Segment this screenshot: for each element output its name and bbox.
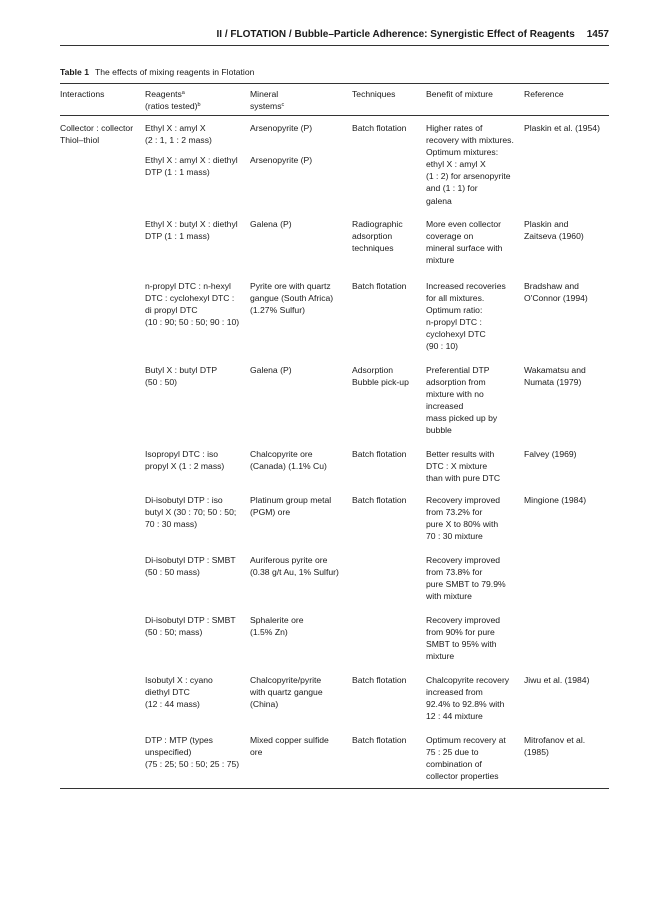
cell-line: (PGM) ore xyxy=(250,507,291,518)
cell-line: Chalcopyrite/pyrite xyxy=(250,675,322,685)
interaction-group-line: Collector : collector xyxy=(60,123,134,133)
cell-line: Recovery improved xyxy=(426,555,501,565)
cell-line: Bradshaw and xyxy=(524,281,579,291)
cell-line: (10 : 90; 50 : 50; 90 : 10) xyxy=(145,317,240,328)
cell-line: Batch flotation xyxy=(352,449,407,459)
cell-line: (50 : 50; mass) xyxy=(145,627,203,638)
cell-line: Galena (P) xyxy=(250,219,292,229)
cell-benefit xyxy=(426,122,514,207)
cell-line: Auriferous pyrite ore xyxy=(250,555,328,565)
header-rule xyxy=(60,45,609,46)
cell-line: mixture xyxy=(426,651,455,662)
cell-line: Ethyl X : amyl X xyxy=(145,123,206,133)
cell-line: 70 : 30 mixture xyxy=(426,531,483,542)
cell-line: Isobutyl X : cyano xyxy=(145,675,213,685)
cell-line: adsorption from xyxy=(426,377,486,388)
table-label: Table 1 xyxy=(60,67,89,77)
cell-line: bubble xyxy=(426,425,452,436)
cell-benefit xyxy=(426,218,502,266)
cell-line: mixture xyxy=(426,255,455,266)
cell-line: gangue (South Africa) xyxy=(250,293,334,304)
cell-techniques xyxy=(352,364,409,388)
cell-line: pure SMBT to 79.9% xyxy=(426,579,506,590)
cell-line: Batch flotation xyxy=(352,495,407,505)
cell-line: for all mixtures. xyxy=(426,293,485,304)
cell-line: Chalcopyrite ore xyxy=(250,449,313,459)
cell-line: Plaskin et al. (1954) xyxy=(524,123,600,133)
cell-reagents xyxy=(145,218,238,242)
page-number: 1457 xyxy=(586,29,609,40)
cell-line: Mitrofanov et al. xyxy=(524,735,586,745)
cell-line: Butyl X : butyl DTP xyxy=(145,365,218,375)
cell-mineral-system xyxy=(250,734,329,758)
cell-mineral-system xyxy=(250,218,292,230)
cell-line: diethyl DTC xyxy=(145,687,190,698)
cell-benefit xyxy=(426,494,500,542)
cell-line: n-propyl DTC : n-hexyl xyxy=(145,281,231,291)
cell-line: (China) xyxy=(250,699,279,710)
cell-line: 70 : 30 mass) xyxy=(145,519,198,530)
cell-line: with quartz gangue xyxy=(250,687,323,698)
table-caption xyxy=(60,67,254,77)
cell-line: Batch flotation xyxy=(352,281,407,291)
running-header xyxy=(0,29,609,40)
header-benefit: Benefit of mixture xyxy=(426,89,493,99)
cell-reference xyxy=(524,218,584,242)
cell-techniques xyxy=(352,734,406,746)
cell-line: (50 : 50 mass) xyxy=(145,567,200,578)
cell-line: Numata (1979) xyxy=(524,377,582,388)
cell-line: propyl X (1 : 2 mass) xyxy=(145,461,225,472)
cell-line: Galena (P) xyxy=(250,365,292,375)
cell-line: (90 : 10) xyxy=(426,341,459,352)
cell-line: combination of xyxy=(426,759,482,770)
cell-line: (Canada) (1.1% Cu) xyxy=(250,461,327,472)
cell-benefit xyxy=(426,554,506,602)
cell-mineral-system xyxy=(250,154,312,166)
header-techniques: Techniques xyxy=(352,89,396,99)
cell-line: Di-isobutyl DTP : SMBT xyxy=(145,615,236,625)
cell-line: mineral surface with xyxy=(426,243,503,254)
cell-benefit xyxy=(426,280,506,353)
cell-line: Preferential DTP xyxy=(426,365,490,375)
cell-techniques xyxy=(352,122,406,134)
cell-techniques xyxy=(352,280,406,292)
cell-line: DTC : X mixture xyxy=(426,461,488,472)
cell-line: Plaskin and xyxy=(524,219,569,229)
cell-line: DTP (1 : 1 mass) xyxy=(145,231,210,242)
cell-line: Platinum group metal xyxy=(250,495,332,505)
cell-line: Arsenopyrite (P) xyxy=(250,123,313,133)
cell-line: Jiwu et al. (1984) xyxy=(524,675,590,685)
cell-line: Radiographic xyxy=(352,219,403,229)
cell-line: DTP (1 : 1 mass) xyxy=(145,167,210,178)
cell-line: DTP : MTP (types xyxy=(145,735,213,745)
table-bottom-rule xyxy=(60,788,609,789)
cell-line: (75 : 25; 50 : 50; 25 : 75) xyxy=(145,759,240,770)
cell-line: Higher rates of xyxy=(426,123,483,133)
header-mineral-systems: Mineral systems$^c$ xyxy=(250,89,285,112)
cell-mineral-system xyxy=(250,614,304,638)
cell-line: recovery with mixtures. xyxy=(426,135,514,146)
cell-reagents xyxy=(145,448,224,472)
cell-techniques xyxy=(352,674,406,686)
cell-line: mass picked up by xyxy=(426,413,498,424)
cell-line: Batch flotation xyxy=(352,735,407,745)
cell-line: n-propyl DTC : xyxy=(426,317,482,328)
cell-line: mixture with no xyxy=(426,389,484,400)
cell-line: 12 : 44 mixture xyxy=(426,711,483,722)
cell-reference xyxy=(524,494,586,506)
cell-techniques xyxy=(352,494,406,506)
cell-line: cyclohexyl DTC xyxy=(426,329,486,340)
cell-line: from 90% for pure xyxy=(426,627,495,638)
cell-techniques xyxy=(352,448,406,460)
cell-line: Batch flotation xyxy=(352,123,407,133)
cell-line: Optimum ratio: xyxy=(426,305,483,316)
header-reference: Reference xyxy=(524,89,564,99)
cell-line: Recovery improved xyxy=(426,495,501,505)
cell-reagents xyxy=(145,280,239,328)
cell-line: DTC : cyclohexyl DTC : xyxy=(145,293,235,304)
cell-mineral-system xyxy=(250,448,327,472)
cell-mineral-system xyxy=(250,280,333,316)
cell-reference xyxy=(524,364,586,388)
cell-line: O'Connor (1994) xyxy=(524,293,588,304)
cell-mineral-system xyxy=(250,554,339,578)
cell-benefit xyxy=(426,448,500,484)
cell-reagents xyxy=(145,154,238,178)
header-reagents: Reagents$^a$ (ratios tested)$^b$ xyxy=(145,89,201,112)
cell-line: coverage on xyxy=(426,231,474,242)
cell-mineral-system xyxy=(250,674,323,710)
cell-line: unspecified) xyxy=(145,747,192,758)
cell-line: (1.27% Sulfur) xyxy=(250,305,305,316)
cell-reagents xyxy=(145,122,212,146)
cell-line: (0.38 g/t Au, 1% Sulfur) xyxy=(250,567,339,578)
cell-line: Di-isobutyl DTP : iso xyxy=(145,495,223,505)
cell-reagents xyxy=(145,494,236,530)
cell-line: Wakamatsu and xyxy=(524,365,586,375)
cell-benefit xyxy=(426,734,506,782)
cell-reagents xyxy=(145,674,213,710)
cell-line: (12 : 44 mass) xyxy=(145,699,200,710)
cell-line: from 73.2% for xyxy=(426,507,483,518)
cell-line: (1.5% Zn) xyxy=(250,627,288,638)
cell-line: increased xyxy=(426,401,464,412)
cell-line: Optimum recovery at xyxy=(426,735,506,745)
cell-line: Adsorption xyxy=(352,365,394,375)
cell-line: ore xyxy=(250,747,263,758)
cell-line: More even collector xyxy=(426,219,501,229)
table-header-rule xyxy=(60,115,609,116)
cell-line: Mingione (1984) xyxy=(524,495,587,505)
cell-line: (2 : 1, 1 : 2 mass) xyxy=(145,135,212,146)
cell-line: than with pure DTC xyxy=(426,473,501,484)
cell-line: galena xyxy=(426,195,452,206)
cell-line: Bubble pick-up xyxy=(352,377,409,388)
cell-reagents xyxy=(145,734,239,770)
cell-reference xyxy=(524,734,585,758)
cell-line: (1985) xyxy=(524,747,549,758)
cell-line: and (1 : 1) for xyxy=(426,183,478,194)
cell-line: techniques xyxy=(352,243,394,254)
cell-line: with mixture xyxy=(426,591,472,602)
cell-benefit xyxy=(426,364,497,437)
cell-benefit xyxy=(426,674,509,722)
header-interactions: Interactions xyxy=(60,89,105,99)
cell-line: Di-isobutyl DTP : SMBT xyxy=(145,555,236,565)
cell-line: (50 : 50) xyxy=(145,377,178,388)
interaction-group-line: Thiol–thiol xyxy=(60,135,100,146)
cell-line: (1 : 2) for arsenopyrite xyxy=(426,171,511,182)
cell-line: adsorption xyxy=(352,231,393,242)
cell-mineral-system xyxy=(250,494,331,518)
table-top-rule xyxy=(60,83,609,84)
cell-line: di propyl DTC xyxy=(145,305,198,316)
cell-line: Chalcopyrite recovery xyxy=(426,675,510,685)
cell-line: Optimum mixtures: xyxy=(426,147,499,158)
cell-line: Batch flotation xyxy=(352,675,407,685)
cell-line: Better results with xyxy=(426,449,495,459)
cell-line: Isopropyl DTC : iso xyxy=(145,449,219,459)
cell-line: pure X to 80% with xyxy=(426,519,499,530)
cell-line: Ethyl X : amyl X : diethyl xyxy=(145,155,238,165)
running-header-title: II / FLOTATION / Bubble–Particle Adherence: Synergistic Effect of Reagents xyxy=(216,29,575,40)
cell-line: Mixed copper sulfide xyxy=(250,735,329,745)
cell-reference xyxy=(524,280,588,304)
cell-line: Zaitseva (1960) xyxy=(524,231,584,242)
cell-line: Pyrite ore with quartz xyxy=(250,281,331,291)
table-caption-text: The effects of mixing reagents in Flotation xyxy=(94,67,255,77)
cell-reagents xyxy=(145,364,217,388)
cell-mineral-system xyxy=(250,364,292,376)
cell-line: Recovery improved xyxy=(426,615,501,625)
cell-line: SMBT to 95% with xyxy=(426,639,497,650)
cell-benefit xyxy=(426,614,500,662)
cell-line: 75 : 25 due to xyxy=(426,747,479,758)
cell-mineral-system xyxy=(250,122,312,134)
cell-line: Arsenopyrite (P) xyxy=(250,155,313,165)
cell-line: butyl X (30 : 70; 50 : 50; xyxy=(145,507,237,518)
cell-reference xyxy=(524,674,589,686)
cell-reagents xyxy=(145,554,236,578)
cell-reference xyxy=(524,448,577,460)
cell-line: increased from xyxy=(426,687,483,698)
cell-line: from 73.8% for xyxy=(426,567,483,578)
cell-techniques xyxy=(352,218,403,254)
interaction-group xyxy=(60,122,133,146)
cell-line: Ethyl X : butyl X : diethyl xyxy=(145,219,238,229)
cell-reference xyxy=(524,122,600,134)
cell-line: 92.4% to 92.8% with xyxy=(426,699,505,710)
cell-reagents xyxy=(145,614,236,638)
cell-line: Increased recoveries xyxy=(426,281,506,291)
cell-line: collector properties xyxy=(426,771,499,782)
cell-line: Sphalerite ore xyxy=(250,615,304,625)
cell-line: Falvey (1969) xyxy=(524,449,577,459)
cell-line: ethyl X : amyl X xyxy=(426,159,486,170)
